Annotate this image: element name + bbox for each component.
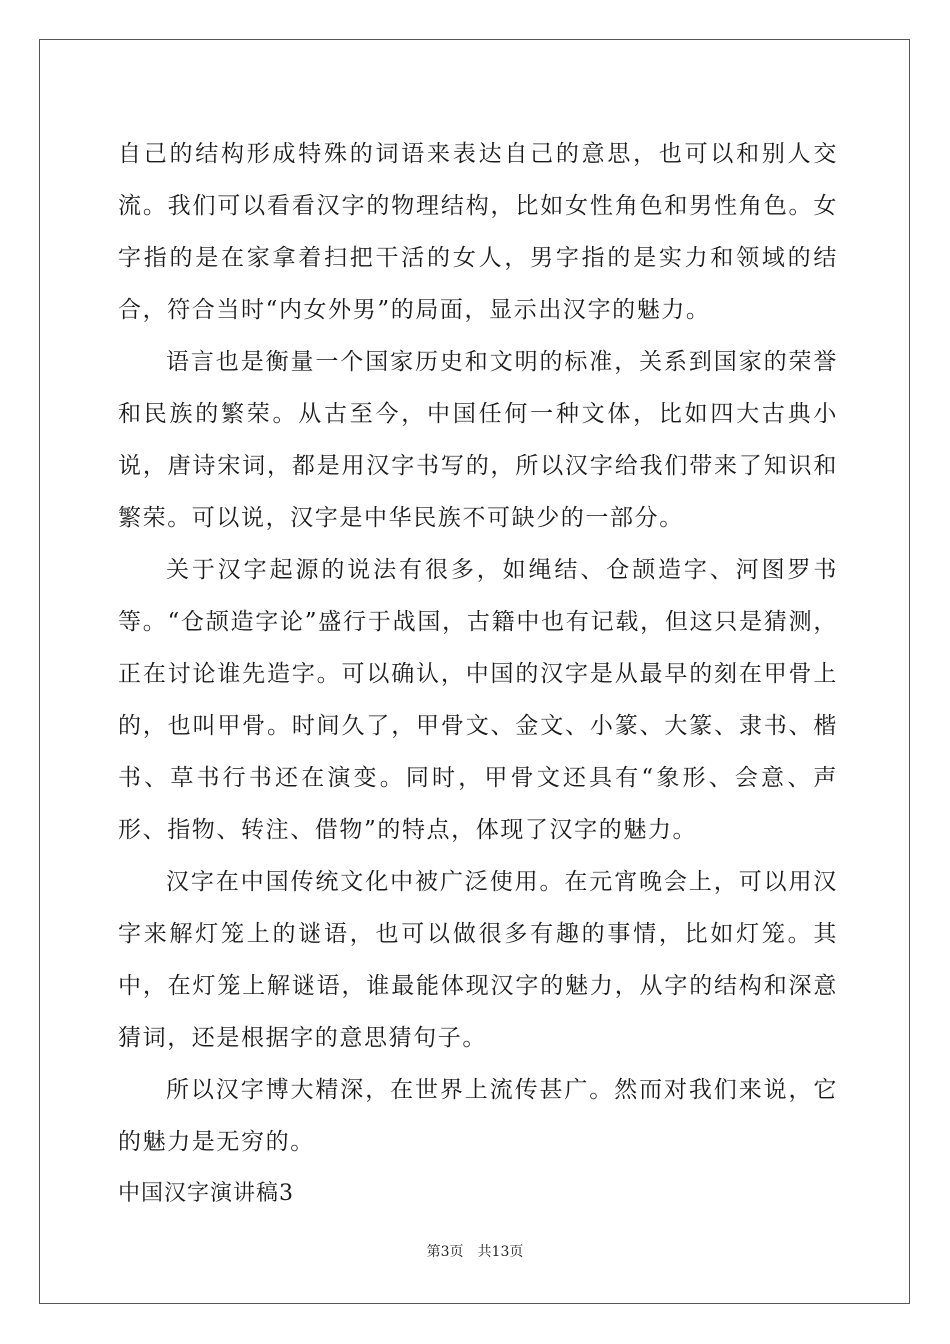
document-body [118, 128, 838, 1220]
paragraph-5: 所以汉字博大精深，在世界上流传甚广。然而对我们来说，它的魅力是无穷的。 [118, 1077, 838, 1155]
paragraph-2: 语言也是衡量一个国家历史和文明的标准，关系到国家的荣誉和民族的繁荣。从古至今，中国任何一种文体，比如四大古典小说，唐诗宋词，都是用汉字书写的，所以汉字给我们带来了知识和繁荣。可以说，汉字是中华民族不可缺少的一部分。 [118, 349, 838, 531]
page-total: 共13页 [477, 1244, 524, 1260]
page-footer [0, 1241, 950, 1261]
paragraph-1: 自己的结构形成特殊的词语来表达自己的意思，也可以和别人交流。我们可以看看汉字的物理结构，比如女性角色和男性角色。女字指的是在家拿着扫把干活的女人，男字指的是实力和领域的结合，符合当时“内女外男”的局面，显示出汉字的魅力。 [118, 141, 838, 323]
section-title: 中国汉字演讲稿3 [118, 1181, 294, 1206]
paragraph-4: 汉字在中国传统文化中被广泛使用。在元宵晚会上，可以用汉字来解灯笼上的谜语，也可以做很多有趣的事情，比如灯笼。其中，在灯笼上解谜语，谁最能体现汉字的魅力，从字的结构和深意猜词，还是根据字的意思猜句子。 [118, 869, 838, 1051]
page-number: 第3页 [426, 1244, 464, 1260]
paragraph-3: 关于汉字起源的说法有很多，如绳结、仓颉造字、河图罗书等。“仓颉造字论”盛行于战国，古籍中也有记载，但这只是猜测，正在讨论谁先造字。可以确认，中国的汉字是从最早的刻在甲骨上的，也叫甲骨。时间久了，甲骨文、金文、小篆、大篆、隶书、楷书、草书行书还在演变。同时，甲骨文还具有“象形、会意、声形、指物、转注、借物”的特点，体现了汉字的魅力。 [118, 557, 838, 843]
